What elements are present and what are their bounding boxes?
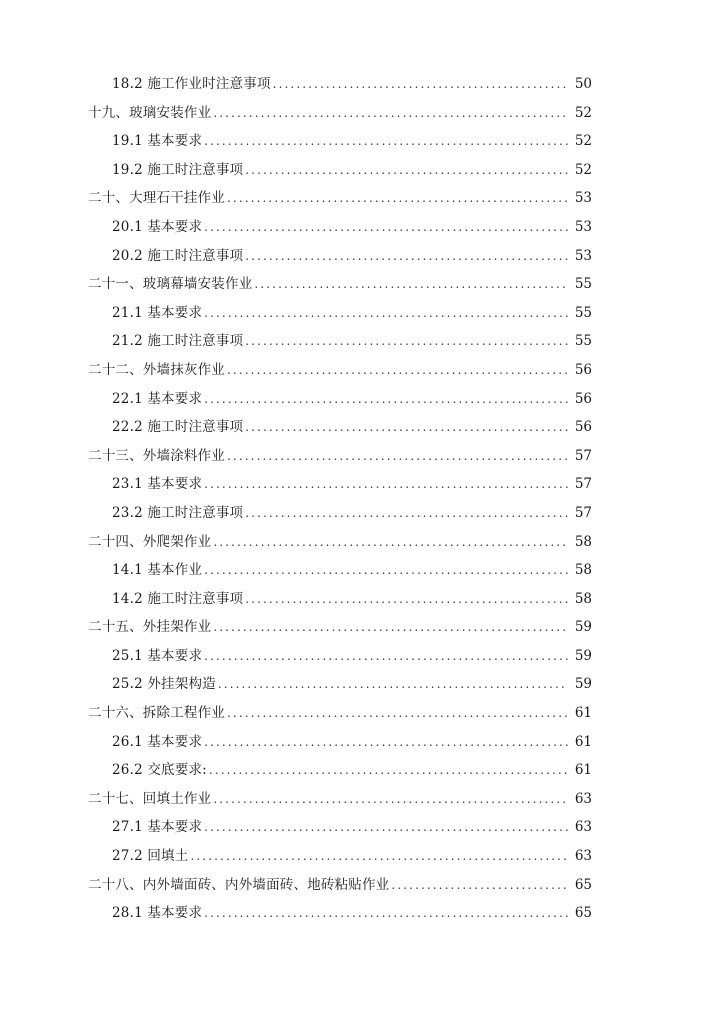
toc-page-number: 55 <box>574 276 592 293</box>
toc-entry-title: 27.2 回填土 <box>112 848 189 865</box>
toc-dot-leader <box>218 670 568 699</box>
toc-entry-title: 二十七、回填土作业 <box>88 790 212 807</box>
toc-section-entry[interactable] <box>88 728 592 757</box>
toc-page-number: 59 <box>574 647 592 664</box>
toc-entry-title: 二十四、外爬架作业 <box>88 533 212 550</box>
toc-dot-leader <box>204 813 568 842</box>
toc-section-entry[interactable] <box>88 813 592 842</box>
toc-section-entry[interactable] <box>88 499 592 528</box>
toc-chapter-entry[interactable] <box>88 528 592 557</box>
toc-page-number: 55 <box>574 333 592 350</box>
toc-section-entry[interactable] <box>88 899 592 928</box>
toc-entry-title: 21.1 基本要求 <box>112 304 203 321</box>
toc-page-number: 61 <box>574 733 592 750</box>
toc-dot-leader <box>204 127 568 156</box>
toc-section-entry[interactable] <box>88 70 592 99</box>
toc-section-entry[interactable] <box>88 585 592 614</box>
toc-page-number: 50 <box>574 76 592 92</box>
toc-entry-title: 二十一、玻璃幕墙安装作业 <box>88 276 253 293</box>
toc-dot-leader <box>209 756 568 785</box>
toc-section-entry[interactable] <box>88 299 592 328</box>
toc-entry-title: 25.1 基本要求 <box>112 647 203 664</box>
toc-page-number: 57 <box>574 504 592 521</box>
toc-section-entry[interactable] <box>88 127 592 156</box>
toc-page-number: 65 <box>574 876 592 893</box>
toc-entry-title: 22.2 施工时注意事项 <box>112 419 244 436</box>
toc-dot-leader <box>213 613 568 642</box>
toc-dot-leader <box>245 499 568 528</box>
toc-dot-leader <box>227 699 568 728</box>
toc-dot-leader <box>227 356 568 385</box>
toc-entry-title: 14.1 基本作业 <box>112 562 203 579</box>
toc-entry-title: 19.1 基本要求 <box>112 133 203 150</box>
toc-chapter-entry[interactable] <box>88 613 592 642</box>
toc-page-number: 56 <box>574 361 592 378</box>
toc-chapter-entry[interactable] <box>88 442 592 471</box>
toc-dot-leader <box>227 442 568 471</box>
toc-dot-leader <box>227 184 568 213</box>
toc-entry-title: 二十五、外挂架作业 <box>88 619 212 636</box>
toc-page-number: 57 <box>574 447 592 464</box>
toc-section-entry[interactable] <box>88 642 592 671</box>
toc-section-entry[interactable] <box>88 156 592 185</box>
toc-page-number: 57 <box>574 476 592 493</box>
toc-entry-title: 26.2 交底要求: <box>112 762 207 779</box>
toc-section-entry[interactable] <box>88 556 592 585</box>
toc-page-number: 59 <box>574 676 592 693</box>
toc-chapter-entry[interactable] <box>88 785 592 814</box>
toc-dot-leader <box>213 528 568 557</box>
toc-entry-title: 18.2 施工作业时注意事项 <box>112 76 271 92</box>
toc-entry-title: 25.2 外挂架构造 <box>112 676 216 693</box>
toc-entry-title: 27.1 基本要求 <box>112 819 203 836</box>
toc-entry-title: 二十八、内外墙面砖、内外墙面砖、地砖粘贴作业 <box>88 876 390 893</box>
toc-page-number: 59 <box>574 619 592 636</box>
toc-section-entry[interactable] <box>88 470 592 499</box>
toc-page-number: 56 <box>574 419 592 436</box>
toc-entry-title: 二十、大理石干挂作业 <box>88 190 225 207</box>
toc-section-entry[interactable] <box>88 842 592 871</box>
toc-section-entry[interactable] <box>88 213 592 242</box>
toc-dot-leader <box>245 413 568 442</box>
toc-page-number: 58 <box>574 562 592 579</box>
toc-page-number: 61 <box>574 705 592 722</box>
toc-page-number: 53 <box>574 190 592 207</box>
toc-dot-leader <box>204 470 568 499</box>
toc-entry-title: 21.2 施工时注意事项 <box>112 333 244 350</box>
toc-entry-title: 十九、玻璃安装作业 <box>88 104 212 121</box>
toc-entry-title: 14.2 施工时注意事项 <box>112 590 244 607</box>
toc-page-number: 53 <box>574 218 592 235</box>
toc-section-entry[interactable] <box>88 413 592 442</box>
toc-dot-leader <box>245 156 568 185</box>
toc-dot-leader <box>204 728 568 757</box>
toc-dot-leader <box>204 642 568 671</box>
toc-dot-leader <box>245 585 568 614</box>
toc-dot-leader <box>204 556 568 585</box>
toc-page-number: 52 <box>574 161 592 178</box>
toc-section-entry[interactable] <box>88 670 592 699</box>
toc-section-entry[interactable] <box>88 756 592 785</box>
toc-section-entry[interactable] <box>88 385 592 414</box>
toc-section-entry[interactable] <box>88 242 592 271</box>
toc-entry-title: 20.2 施工时注意事项 <box>112 247 244 264</box>
toc-dot-leader <box>204 899 568 928</box>
toc-page-number: 53 <box>574 247 592 264</box>
toc-chapter-entry[interactable] <box>88 184 592 213</box>
toc-dot-leader <box>391 871 568 900</box>
toc-page-number: 58 <box>574 590 592 607</box>
toc-page-number: 56 <box>574 390 592 407</box>
toc-entry-title: 19.2 施工时注意事项 <box>112 161 244 178</box>
toc-dot-leader <box>245 242 568 271</box>
toc-page-number: 63 <box>574 819 592 836</box>
toc-dot-leader <box>213 785 568 814</box>
toc-entry-title: 28.1 基本要求 <box>112 905 203 922</box>
toc-page-number: 61 <box>574 762 592 779</box>
toc-chapter-entry[interactable] <box>88 356 592 385</box>
toc-dot-leader <box>254 270 568 299</box>
toc-dot-leader <box>273 70 568 99</box>
toc-dot-leader <box>213 99 568 128</box>
toc-page-number: 52 <box>574 104 592 121</box>
toc-entry-title: 23.2 施工时注意事项 <box>112 504 244 521</box>
toc-chapter-entry[interactable] <box>88 99 592 128</box>
toc-entry-title: 23.1 基本要求 <box>112 476 203 493</box>
table-of-contents <box>88 70 592 928</box>
toc-page-number: 65 <box>574 905 592 922</box>
toc-dot-leader <box>204 213 568 242</box>
toc-dot-leader <box>204 385 568 414</box>
toc-entry-title: 二十二、外墙抹灰作业 <box>88 361 225 378</box>
toc-entry-title: 二十六、拆除工程作业 <box>88 705 225 722</box>
toc-page-number: 63 <box>574 790 592 807</box>
toc-entry-title: 20.1 基本要求 <box>112 218 203 235</box>
toc-page-number: 55 <box>574 304 592 321</box>
toc-page-number: 63 <box>574 848 592 865</box>
toc-chapter-entry[interactable] <box>88 699 592 728</box>
toc-entry-title: 22.1 基本要求 <box>112 390 203 407</box>
toc-chapter-entry[interactable] <box>88 270 592 299</box>
toc-dot-leader <box>190 842 568 871</box>
toc-section-entry[interactable] <box>88 327 592 356</box>
toc-entry-title: 二十三、外墙涂料作业 <box>88 447 225 464</box>
toc-page-number: 58 <box>574 533 592 550</box>
toc-dot-leader <box>204 299 568 328</box>
toc-chapter-entry[interactable] <box>88 871 592 900</box>
toc-dot-leader <box>245 327 568 356</box>
toc-page-number: 52 <box>574 133 592 150</box>
toc-entry-title: 26.1 基本要求 <box>112 733 203 750</box>
